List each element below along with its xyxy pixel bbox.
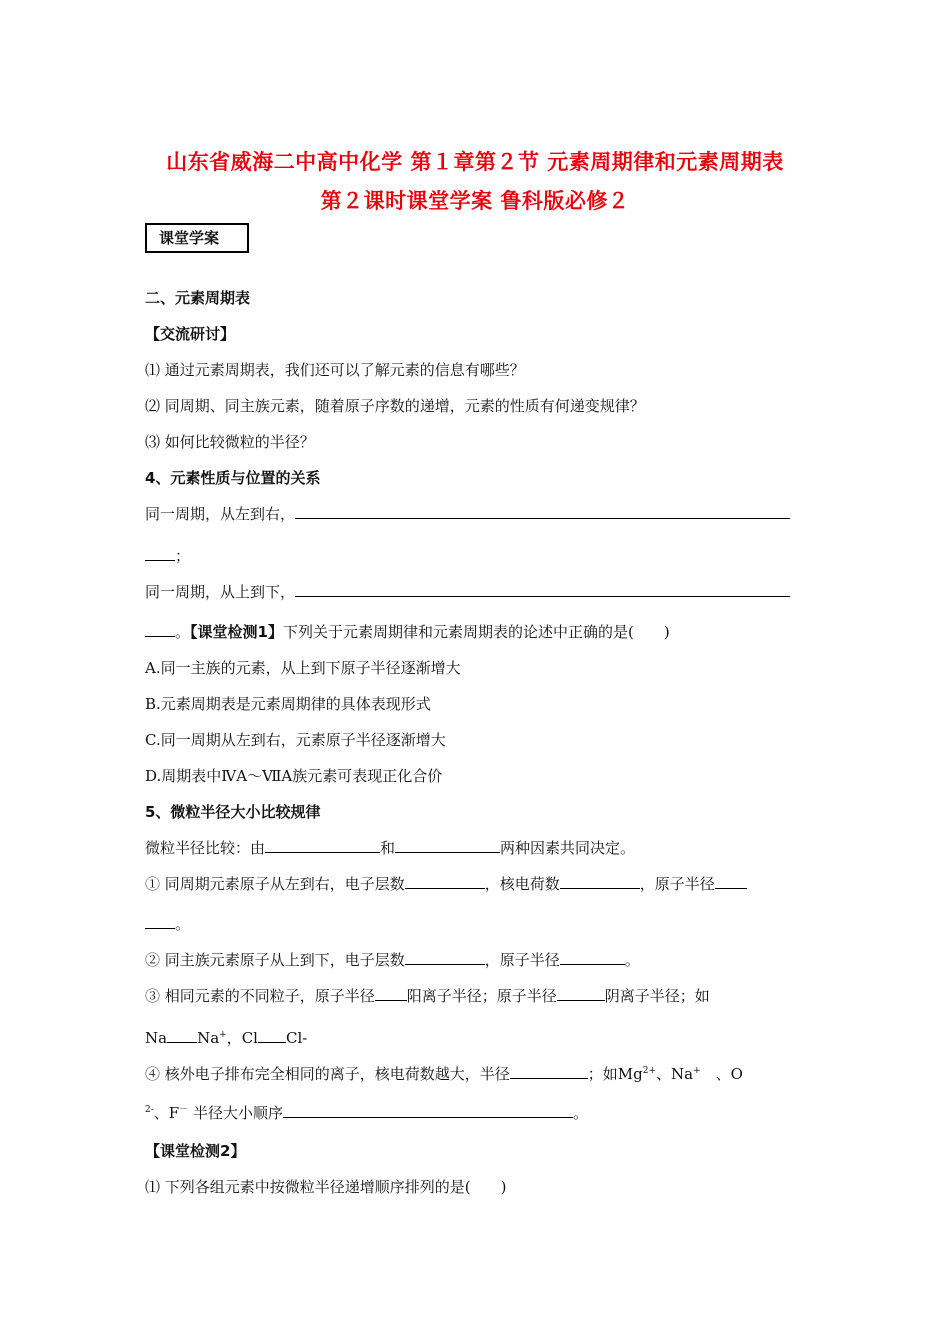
- compare-text-a: 微粒半径比较：由: [145, 839, 266, 857]
- rule-3-text-a: ③ 相同元素的不同粒子，原子半径: [145, 987, 375, 1005]
- check1-heading: 【课堂检测1】: [190, 623, 283, 641]
- rule-4-text-f: 半径大小顺序: [188, 1104, 283, 1122]
- fill-blank[interactable]: [375, 986, 407, 1001]
- section2-heading: 二、元素周期表: [145, 289, 251, 307]
- section4-heading: 4、元素性质与位置的关系: [145, 469, 321, 487]
- rule-4-mg-charge: 2+: [642, 1066, 657, 1076]
- fill-blank[interactable]: [283, 1103, 573, 1118]
- fill-blank[interactable]: [295, 504, 790, 519]
- fill-blank[interactable]: [405, 874, 485, 889]
- title-line-1: 山东省威海二中高中化学 第１章第２节 元素周期律和元素周期表: [166, 150, 784, 174]
- rule-4-text-e: 、F: [153, 1104, 180, 1122]
- rule-2-text-a: ② 同主族元素原子从上到下，电子层数: [145, 951, 405, 969]
- period-end: 。: [175, 623, 191, 641]
- rule-4-end: 。: [573, 1104, 589, 1122]
- rule-1-cont: [145, 913, 190, 934]
- rule-4-line: [145, 1063, 743, 1084]
- fill-blank[interactable]: [557, 986, 605, 1001]
- rule-2-text-c: 。: [624, 951, 640, 969]
- fill-blank[interactable]: [145, 546, 175, 561]
- check2-heading: 【课堂检测2】: [145, 1142, 246, 1160]
- rule-3-text-c: 阴离子半径；如: [604, 987, 710, 1005]
- fill-blank[interactable]: [715, 874, 747, 889]
- period-left-right-text: 同一周期，从左到右，: [145, 505, 296, 523]
- rule-3-na-ion: Na: [197, 1029, 220, 1047]
- rule-4-cont: [145, 1102, 588, 1123]
- check1-question: 下列关于元素周期律和元素周期表的论述中正确的是( ): [282, 623, 670, 641]
- semicolon: ；: [175, 547, 191, 565]
- option-a: A.同一主族的元素，从上到下原子半径逐渐增大: [145, 659, 461, 677]
- rule-3-na-charge: +: [219, 1030, 227, 1040]
- rule-1-text-a: ① 同周期元素原子从左到右，电子层数: [145, 875, 405, 893]
- section5-heading: 5、微粒半径大小比较规律: [145, 803, 321, 821]
- fill-blank[interactable]: [258, 1028, 286, 1043]
- compare-line: [145, 837, 635, 858]
- option-c: C.同一周期从左到右，元素原子半径逐渐增大: [145, 731, 446, 749]
- rule-4-f-charge: －: [179, 1105, 189, 1115]
- rule-3-cl-ion: Cl-: [285, 1029, 308, 1047]
- fill-blank[interactable]: [265, 838, 380, 853]
- rule-3-example: [145, 1027, 307, 1048]
- rule-4-text-a: ④ 核外电子排布完全相同的离子，核电荷数越大，半径: [145, 1065, 510, 1083]
- fill-blank[interactable]: [295, 582, 790, 597]
- rule-3-cl: ，Cl: [226, 1029, 258, 1047]
- check2-question-1: ⑴ 下列各组元素中按微粒半径递增顺序排列的是( ): [145, 1178, 507, 1196]
- title-line-2: 第２课时课堂学案 鲁科版必修２: [320, 189, 630, 213]
- question-2: ⑵ 同周期、同主族元素，随着原子序数的递增，元素的性质有何递变规律？: [145, 397, 645, 415]
- rule-2-text-b: ，原子半径: [484, 951, 560, 969]
- rule-3-line: [145, 985, 710, 1006]
- rule-1-text-b: ，核电荷数: [484, 875, 560, 893]
- compare-text-c: 两种因素共同决定。: [500, 839, 636, 857]
- fill-blank[interactable]: [167, 1028, 197, 1043]
- period-top-bottom-text: 同一周期，从上到下，: [145, 583, 296, 601]
- rule-4-text-d: 、O: [700, 1065, 743, 1083]
- fill-blank[interactable]: [510, 1064, 588, 1079]
- check1-line: [145, 621, 670, 642]
- rule-3-na: Na: [145, 1029, 168, 1047]
- period-top-bottom-line: [145, 581, 790, 602]
- rule-1-end: 。: [175, 915, 191, 933]
- fill-blank[interactable]: [145, 622, 175, 637]
- rule-4-text-b: ；如Mg: [587, 1065, 643, 1083]
- question-3: ⑶ 如何比较微粒的半径？: [145, 433, 315, 451]
- rule-3-text-b: 阳离子半径；原子半径: [406, 987, 557, 1005]
- fill-blank[interactable]: [560, 950, 625, 965]
- fill-blank[interactable]: [560, 874, 640, 889]
- rule-1-line: [145, 873, 747, 894]
- fill-blank[interactable]: [145, 914, 175, 929]
- question-1: ⑴ 通过元素周期表，我们还可以了解元素的信息有哪些？: [145, 361, 525, 379]
- rule-2-line: [145, 949, 640, 970]
- option-d: D.周期表中ⅣA～ⅦA族元素可表现正化合价: [145, 767, 443, 785]
- fill-blank[interactable]: [405, 950, 485, 965]
- option-b: B.元素周期表是元素周期律的具体表现形式: [145, 695, 431, 713]
- section-box-label: 课堂学案: [145, 223, 249, 253]
- rule-4-text-c: 、Na: [656, 1065, 694, 1083]
- rule-4-o-charge: 2-: [145, 1105, 154, 1115]
- compare-text-b: 和: [380, 839, 396, 857]
- discussion-heading: 【交流研讨】: [145, 325, 236, 343]
- rule-1-text-c: ，原子半径: [639, 875, 715, 893]
- period-left-right-cont: [145, 545, 190, 566]
- rule-4-na-charge: +: [693, 1066, 701, 1076]
- period-left-right-line: [145, 503, 790, 524]
- fill-blank[interactable]: [395, 838, 500, 853]
